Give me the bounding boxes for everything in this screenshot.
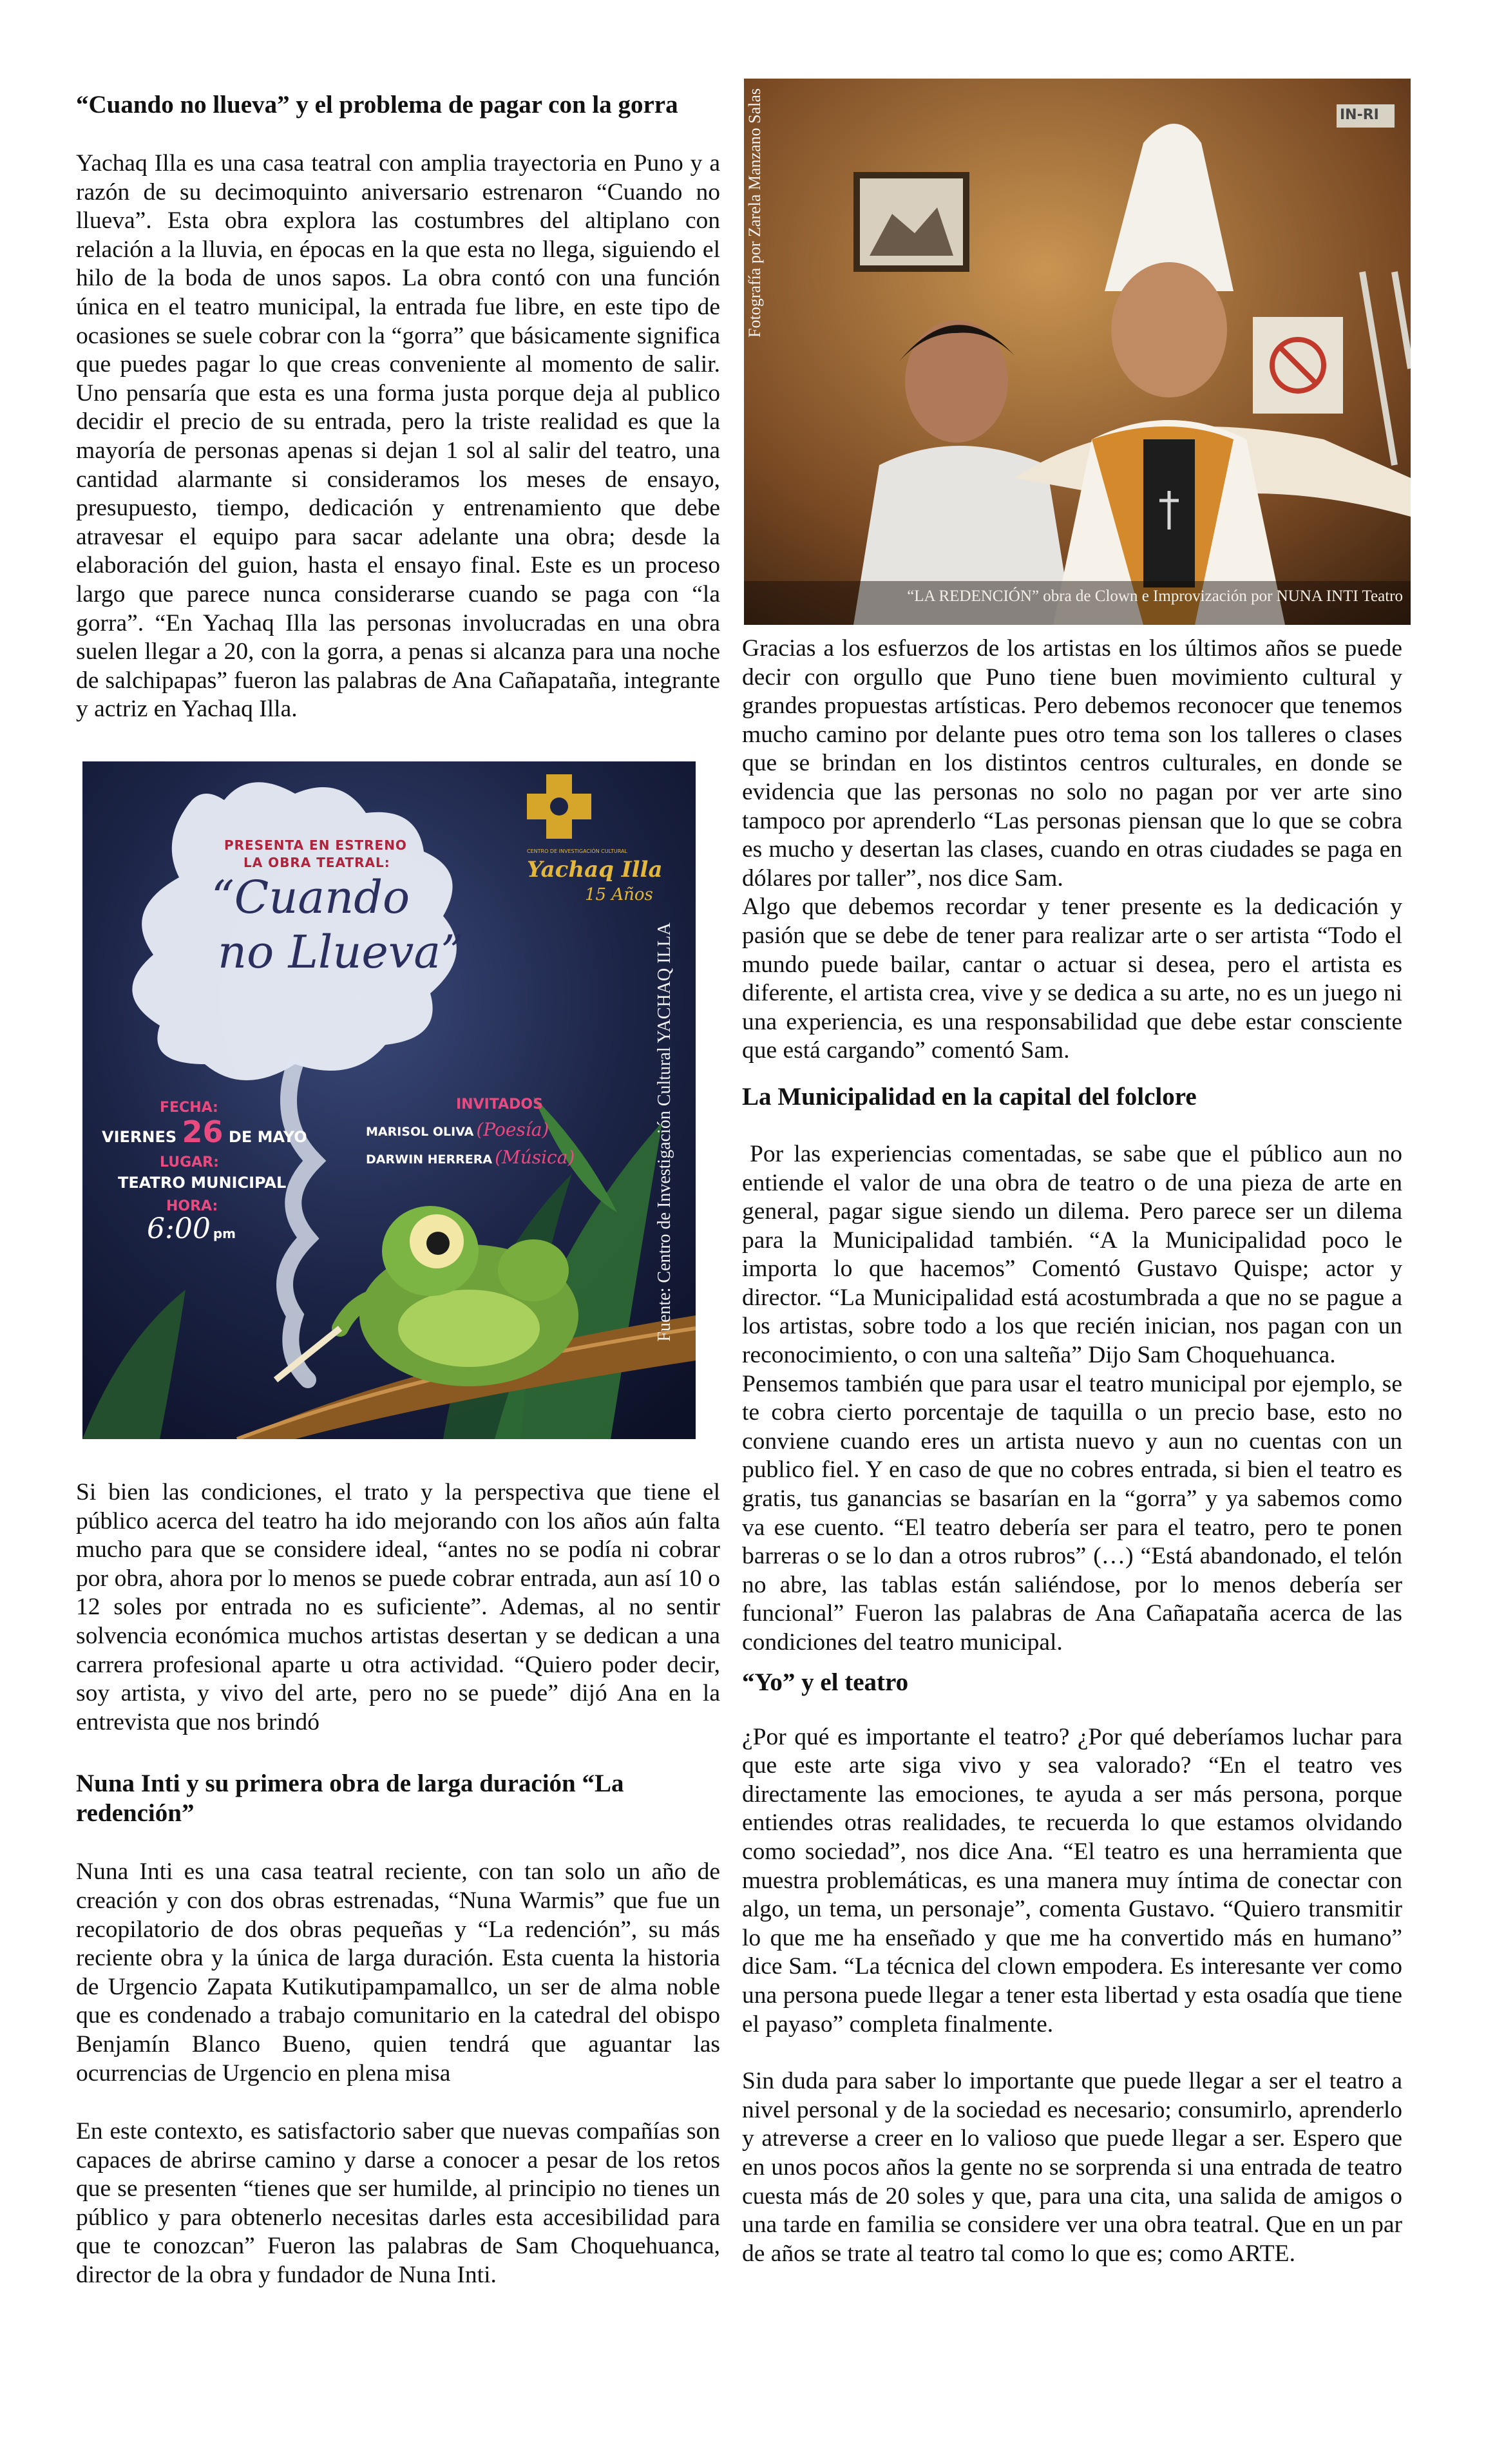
poster-hora-pm: pm bbox=[213, 1226, 236, 1241]
poster-presenta: PRESENTA EN ESTRENO bbox=[224, 837, 407, 853]
photo-credit: Fotografía por Zarela Manzano Salas bbox=[745, 88, 764, 338]
poster-guest2 bbox=[366, 1147, 575, 1168]
poster-credit: Fuente: Centro de Investigación Cultural YACHAQ ILLA bbox=[654, 922, 674, 1342]
photo-art bbox=[744, 79, 1411, 625]
paragraph-dedicacion: Algo que debemos recordar y tener presente es la dedicación y pasión que se debe de tener para realizar arte o ser artista “Todo el mundo puede bailar, cantar o actuar si desea, pero el artista es diferente, el artista crea, vive y se dedica a su arte, no es un juego ni una experiencia, es una responsabilidad que debe estar consciente que está cargando” comentó Sam. bbox=[742, 893, 1402, 1064]
paragraph-nuna-inti: Nuna Inti es una casa teatral reciente, con tan solo un año de creación y con dos obras estrenadas, “Nuna Warmis” que fue un recopilatorio de dos obras pequeñas y “La redención”, su más reciente obra y la única de larga duración. Esta cuenta la historia de Urgencio Zapata Kutikutipampamallco, un ser de alma noble que es condenado a trabajo comunitario en la catedral del obispo Benjamín Blanco Bueno, quien tendrá que aguantar las ocurrencias de Urgencio en plena misa bbox=[76, 1858, 720, 2087]
poster-invitados-label: INVITADOS bbox=[456, 1096, 543, 1113]
poster-brand: Yachaq Illa bbox=[527, 857, 663, 883]
poster-years: 15 Años bbox=[585, 885, 653, 904]
article-heading-yo-y-el-teatro: “Yo” y el teatro bbox=[742, 1668, 909, 1696]
photo-la-redencion bbox=[744, 79, 1411, 625]
article-heading-municipalidad: La Municipalidad en la capital del folclore bbox=[742, 1082, 1197, 1111]
poster-obra: LA OBRA TEATRAL: bbox=[243, 855, 390, 870]
poster-hora-time: 6:00 bbox=[147, 1212, 211, 1245]
poster-guest1-role: (Poesía) bbox=[476, 1119, 549, 1140]
poster-hora-label: HORA: bbox=[166, 1198, 218, 1214]
photo-sign-inri: IN-RI bbox=[1340, 107, 1379, 123]
poster-guest1 bbox=[366, 1119, 549, 1140]
paragraph-teatro-municipal: Pensemos también que para usar el teatro municipal por ejemplo, se te cobra cierto porcentaje de taquilla o un precio base, esto no conviene cuando eres un artista nuevo y aun no cuentas con un publico fiel. Y en caso de que no cobres entrada, si bien el teatro es gratis, tus ganancias se basarían en la “gorra” y ya sabemos como va ese cuento. “El teatro debería ser para el teatro, pero te ponen barreras o se lo dan a otros rubros” (…) “Está abandonado, el telón no abre, las tablas están saliéndose, por lo menos debería ser funcional” Fueron las palabras de Ana Cañapataña acerca de las condiciones del teatro municipal. bbox=[742, 1370, 1402, 1656]
poster-lugar: TEATRO MUNICIPAL bbox=[118, 1174, 287, 1192]
poster-fecha-num: 26 bbox=[182, 1114, 224, 1149]
paragraph-sin-duda: Sin duda para saber lo importante que puede llegar a ser el teatro a nivel personal y de la sociedad es necesario; consumirlo, aprenderlo y atreverse a creer en lo valioso que puede llegar a ser. Espero que en unos pocos años la gente no se sorprenda si una entrada de teatro cuesta más de 20 soles y que, para una cita, una salida de amigos o una tarde en familia se considere ver una obra teatral. Que en un par de años se trate al teatro tal como lo que es; como ARTE. bbox=[742, 2068, 1402, 2267]
poster-guest2-name: DARWIN HERRERA bbox=[366, 1152, 493, 1167]
right-column bbox=[742, 635, 1402, 2268]
article-heading-nuna-inti: Nuna Inti y su primera obra de larga duración “La redención” bbox=[76, 1770, 624, 1828]
paragraph-gracias: Gracias a los esfuerzos de los artistas en los últimos años se puede decir con orgullo que Puno tiene buen movimiento cultural y grandes propuestas artísticas. Pero debemos reconocer que tenemos mucho camino por delante pues otro tema son los talleres o clases que se brindan en los distintos centros culturales, en donde se evidencia que las personas no solo no pagan por ver arte sino tampoco por aprenderlo “Las personas piensan que lo que se cobra es mucho y desertan las clases, cuando en otras ciudades se paga en dólares por taller”, nos dice Sam. bbox=[742, 635, 1402, 892]
paragraph-yachaq-illa: Yachaq Illa es una casa teatral con amplia trayectoria en Puno y a razón de su decimoquinto aniversario estrenaron “Cuando no llueva”. Esta obra explora las costumbres del altiplano con relación a la lluvia, en épocas en la que esta no llega, siguiendo el hilo de la boda de unos sapos. La obra contó con una función única en el teatro municipal, la entrada fue libre, en este tipo de ocasiones se suele cobrar con la “gorra” que básicamente significa que puedes pagar lo que creas conveniente al momento de salir. Uno pensaría que esta es una forma justa porque deja al publico decidir el precio de su entrada, pero la triste realidad es que la mayoría de personas apenas si dejan 1 sol al salir del teatro, una cantidad alarmante si consideramos los meses de ensayo, presupuesto, tiempo, dedicación y entrenamiento que debe atravesar el equipo para sacar adelante una obra; desde la elaboración del guion, hasta el ensayo final. Este es un proceso largo que parece nunca considerarse cuando se paga con “la gorra”. “En Yachaq Illa las personas involucradas en una obra suelen llegar a 20, con la gorra, a penas si alcanza para una noche de salchipapas” fueron las palabras de Ana Cañapataña, integrante y actriz en Yachaq Illa. bbox=[76, 150, 720, 723]
poster-brand-sub: CENTRO DE INVESTIGACIÓN CULTURAL bbox=[527, 848, 627, 854]
poster-title-line1: “Cuando bbox=[211, 871, 410, 924]
poster-hora bbox=[147, 1212, 236, 1245]
poster-fecha-label: FECHA: bbox=[160, 1100, 218, 1116]
poster-lugar-label: LUGAR: bbox=[160, 1154, 219, 1170]
poster-guest1-name: MARISOL OLIVA bbox=[366, 1125, 474, 1139]
paragraph-nuevas-companias: En este contexto, es satisfactorio saber que nuevas compañías son capaces de abrirse camino y darse a conocer a pesar de los retos que se presenten “tienes que ser humilde, al principio no tienes un público y para obtenerlo necesitas darles esta accesibilidad para que te conozcan” Fueron las palabras de Sam Choquehuanca, director de la obra y fundador de Nuna Inti. bbox=[76, 2118, 720, 2289]
poster-guest2-role: (Música) bbox=[495, 1147, 575, 1168]
article-heading-cuando-no-llueva: “Cuando no llueva” y el problema de pagar con la gorra bbox=[76, 91, 678, 119]
poster-title-line2: no Llueva” bbox=[218, 926, 464, 979]
left-column bbox=[76, 90, 720, 724]
poster-fecha bbox=[102, 1114, 307, 1149]
poster-fecha-month: DE MAYO bbox=[228, 1128, 307, 1146]
photo-caption: “LA REDENCIÓN” obra de Clown e Improvización por NUNA INTI Teatro bbox=[907, 587, 1403, 605]
left-column-lower bbox=[76, 1478, 720, 2290]
paragraph-por-que: ¿Por qué es importante el teatro? ¿Por qué deberíamos luchar para que este arte siga vivo y sea valorado? “En el teatro ves directamente las emociones, te ayuda a ser más persona, porque entiendes otras realidades, te recuerda lo que estamos olvidando como sociedad”, nos dice Ana. “El teatro es una herramienta que muestra problemáticas, es una manera muy íntima de conectar con algo, un tema, un personaje”, comenta Gustavo. “Quiero transmitir lo que me ha enseñado y que me ha convertido más en humano” dice Sam. “La técnica del clown empodera. Es interesante ver como una persona puede llegar a tener esta libertad y esta osadía que tiene el payaso” completa finalmente. bbox=[742, 1723, 1402, 2038]
paragraph-experiencias: Por las experiencias comentadas, se sabe que el público aun no entiende el valor de una obra de teatro o de una pieza de arte en general, pagar sigue siendo un dilema. Pero parece ser un dilema para la Municipalidad también. “A la Municipalidad poco le importa lo que hacemos” Comentó Gustavo Quispe; actor y director. “La Municipalidad está acostumbrada a que no se pague a los artistas, sobre todo a los que recién inician, nos pagan con un reconocimiento, o con una salteña” Dijo Sam Choquehuanca. bbox=[742, 1140, 1402, 1369]
poster-fecha-day: VIERNES bbox=[102, 1128, 177, 1146]
paragraph-condiciones: Si bien las condiciones, el trato y la perspectiva que tiene el público acerca del teatro ha ido mejorando con los años aún falta mucho para que se considere ideal, “antes no se podía ni cobrar por obra, ahora por lo menos se puede cobrar entrada, aun así 10 o 12 soles por entrada no es suficiente”. Ademas, al no sentir solvencia económica muchos artistas desertan y se dedican a una carrera profesional aparte u otra actividad. “Quiero poder decir, soy artista, y vivo del arte, pero no se puede” dijó Ana en la entrevista que nos brindó bbox=[76, 1479, 720, 1735]
poster-image bbox=[82, 761, 696, 1439]
